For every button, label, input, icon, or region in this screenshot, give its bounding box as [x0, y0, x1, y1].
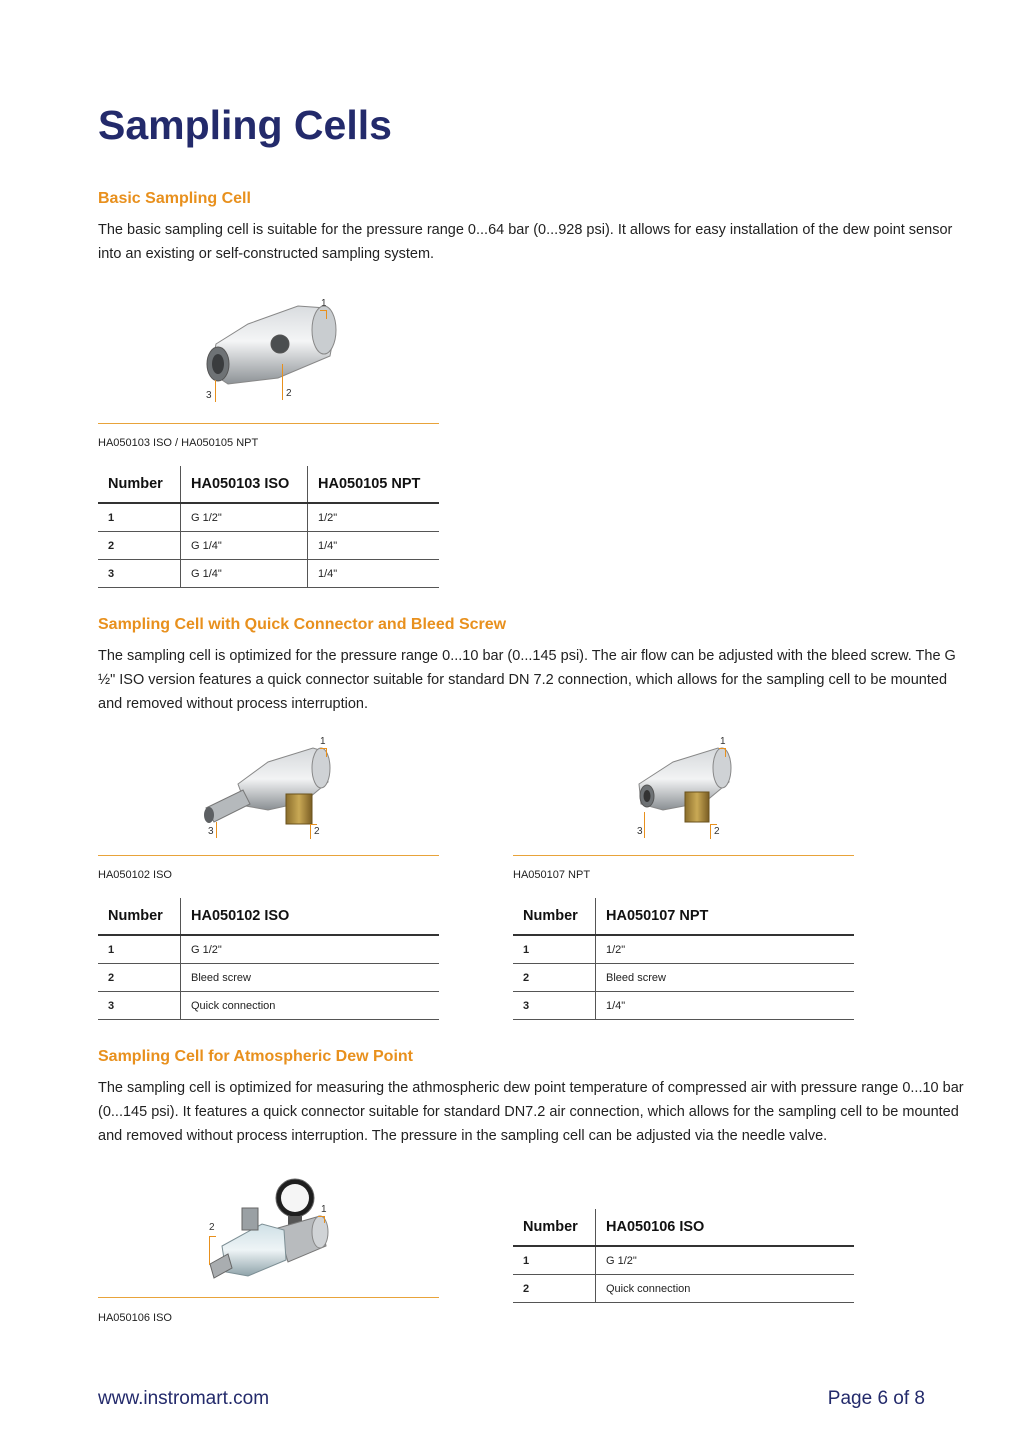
- table-cell: G 1/4": [181, 560, 308, 588]
- table-cell: 2: [98, 964, 181, 992]
- callout-2-leader: [310, 824, 317, 839]
- figure-caption: HA050102 ISO: [98, 869, 172, 881]
- table-cell: Bleed screw: [181, 964, 440, 992]
- table-row: [513, 992, 854, 1020]
- table-header-row: [513, 898, 854, 935]
- table-header-cell: HA050106 ISO: [596, 1209, 855, 1246]
- spec-table-basic: [98, 466, 439, 588]
- table-header-cell: HA050107 NPT: [596, 898, 855, 935]
- figure-caption: HA050107 NPT: [513, 869, 591, 881]
- section-title-atmospheric: Sampling Cell for Atmospheric Dew Point: [98, 1048, 413, 1065]
- sampling-cell-bleed-screw-image: [513, 726, 854, 846]
- table-row: [98, 964, 439, 992]
- page-title: Sampling Cells: [98, 102, 392, 148]
- table-cell: G 1/4": [181, 532, 308, 560]
- table-cell: 2: [513, 1275, 596, 1303]
- section-title-quick-connector: Sampling Cell with Quick Connector and Bleed Screw: [98, 616, 507, 633]
- callout-1: 1: [321, 1204, 327, 1215]
- table-cell: 1: [98, 935, 181, 964]
- table-header-cell: Number: [513, 1209, 596, 1246]
- table-cell: 1/2": [308, 503, 440, 532]
- table-cell: 1: [513, 1246, 596, 1275]
- callout-3-leader: [644, 812, 645, 838]
- table-cell: 1/4": [308, 532, 440, 560]
- table-row: [513, 1275, 854, 1303]
- figure-divider: [98, 855, 439, 856]
- table-cell: Bleed screw: [596, 964, 855, 992]
- figure-basic-sampling-cell: [98, 294, 439, 424]
- figure-ha050106: [98, 1168, 439, 1298]
- table-cell: G 1/2": [596, 1246, 855, 1275]
- footer-page-number: Page 6 of 8: [827, 1388, 925, 1409]
- callout-2: 2: [314, 826, 320, 837]
- callout-2-leader: [710, 824, 717, 839]
- spec-table-ha050106: [513, 1209, 854, 1303]
- section-text-quick-connector: The sampling cell is optimized for the pressure range 0...10 bar (0...145 psi). The air flow can be adjusted with the bleed screw. The G ½" ISO version features a quick connector suitable for standard DN 7.2 connection, which allows for the sampling cell to be mounted and removed without process interruption.: [98, 648, 956, 712]
- table-cell: 1/2": [596, 935, 855, 964]
- table-row: [98, 532, 439, 560]
- figure-ha050107: [513, 726, 854, 856]
- spec-table-ha050102: [98, 898, 439, 1020]
- spec-table-ha050107: [513, 898, 854, 1020]
- table-cell: 3: [98, 560, 181, 588]
- table-cell: Quick connection: [596, 1275, 855, 1303]
- table-row: [98, 503, 439, 532]
- table-cell: 2: [513, 964, 596, 992]
- table-header-row: [513, 1209, 854, 1246]
- table-header-cell: HA050105 NPT: [308, 466, 440, 503]
- table-cell: 2: [98, 532, 181, 560]
- table-cell: 1: [513, 935, 596, 964]
- callout-2: 2: [286, 388, 292, 399]
- table-header-cell: Number: [513, 898, 596, 935]
- table-row: [98, 560, 439, 588]
- table-cell: Quick connection: [181, 992, 440, 1020]
- figure-caption: HA050106 ISO: [98, 1312, 172, 1324]
- table-header-cell: Number: [98, 898, 181, 935]
- sampling-cell-quick-connector-image: [98, 726, 439, 846]
- table-header-cell: Number: [98, 466, 181, 503]
- section-text-basic: The basic sampling cell is suitable for the pressure range 0...64 bar (0...928 psi). It allows for easy installation of the dew point sensor into an existing or self-constructed sampling system.: [98, 222, 953, 262]
- callout-1-leader: [719, 748, 726, 757]
- table-header-row: [98, 466, 439, 503]
- callout-1: 1: [320, 736, 326, 747]
- callout-3: 3: [637, 826, 643, 837]
- table-row: [98, 992, 439, 1020]
- section-text-atmospheric: The sampling cell is optimized for measuring the athmospheric dew point temperature of compressed air with pressure range 0...10 bar (0...145 psi). It features a quick connector suitable for standard DN7.2 air connection, which allows for the sampling cell to be mounted and removed without process interruption. The pressure in the sampling cell can be adjusted via the needle valve.: [98, 1080, 964, 1144]
- atmospheric-sampling-cell-image: [98, 1168, 439, 1288]
- table-cell: 1/4": [596, 992, 855, 1020]
- figure-ha050102: [98, 726, 439, 856]
- callout-2-leader: [209, 1236, 216, 1265]
- figure-divider: [98, 1297, 439, 1298]
- table-header-cell: HA050102 ISO: [181, 898, 440, 935]
- table-cell: G 1/2": [181, 503, 308, 532]
- table-row: [98, 935, 439, 964]
- table-cell: 1/4": [308, 560, 440, 588]
- callout-3-leader: [216, 822, 217, 838]
- table-cell: 3: [513, 992, 596, 1020]
- callout-1: 1: [720, 736, 726, 747]
- callout-1-leader: [318, 1216, 325, 1223]
- callout-1-leader: [320, 310, 327, 319]
- table-row: [513, 964, 854, 992]
- callout-2: 2: [209, 1222, 215, 1233]
- callout-3-leader: [215, 380, 216, 402]
- table-cell: G 1/2": [181, 935, 440, 964]
- callout-1: 1: [321, 298, 327, 309]
- figure-divider: [98, 423, 439, 424]
- footer-website-link[interactable]: www.instromart.com: [98, 1388, 270, 1409]
- callout-1-leader: [320, 748, 327, 757]
- table-cell: 1: [98, 503, 181, 532]
- table-row: [513, 1246, 854, 1275]
- table-row: [513, 935, 854, 964]
- callout-2-leader: [282, 364, 283, 400]
- callout-2: 2: [714, 826, 720, 837]
- figure-caption: HA050103 ISO / HA050105 NPT: [98, 437, 259, 449]
- callout-3: 3: [208, 826, 214, 837]
- table-header-row: [98, 898, 439, 935]
- figure-divider: [513, 855, 854, 856]
- table-cell: 3: [98, 992, 181, 1020]
- table-header-cell: HA050103 ISO: [181, 466, 308, 503]
- section-title-basic: Basic Sampling Cell: [98, 190, 251, 207]
- basic-sampling-cell-image: [98, 294, 439, 414]
- callout-3: 3: [206, 390, 212, 401]
